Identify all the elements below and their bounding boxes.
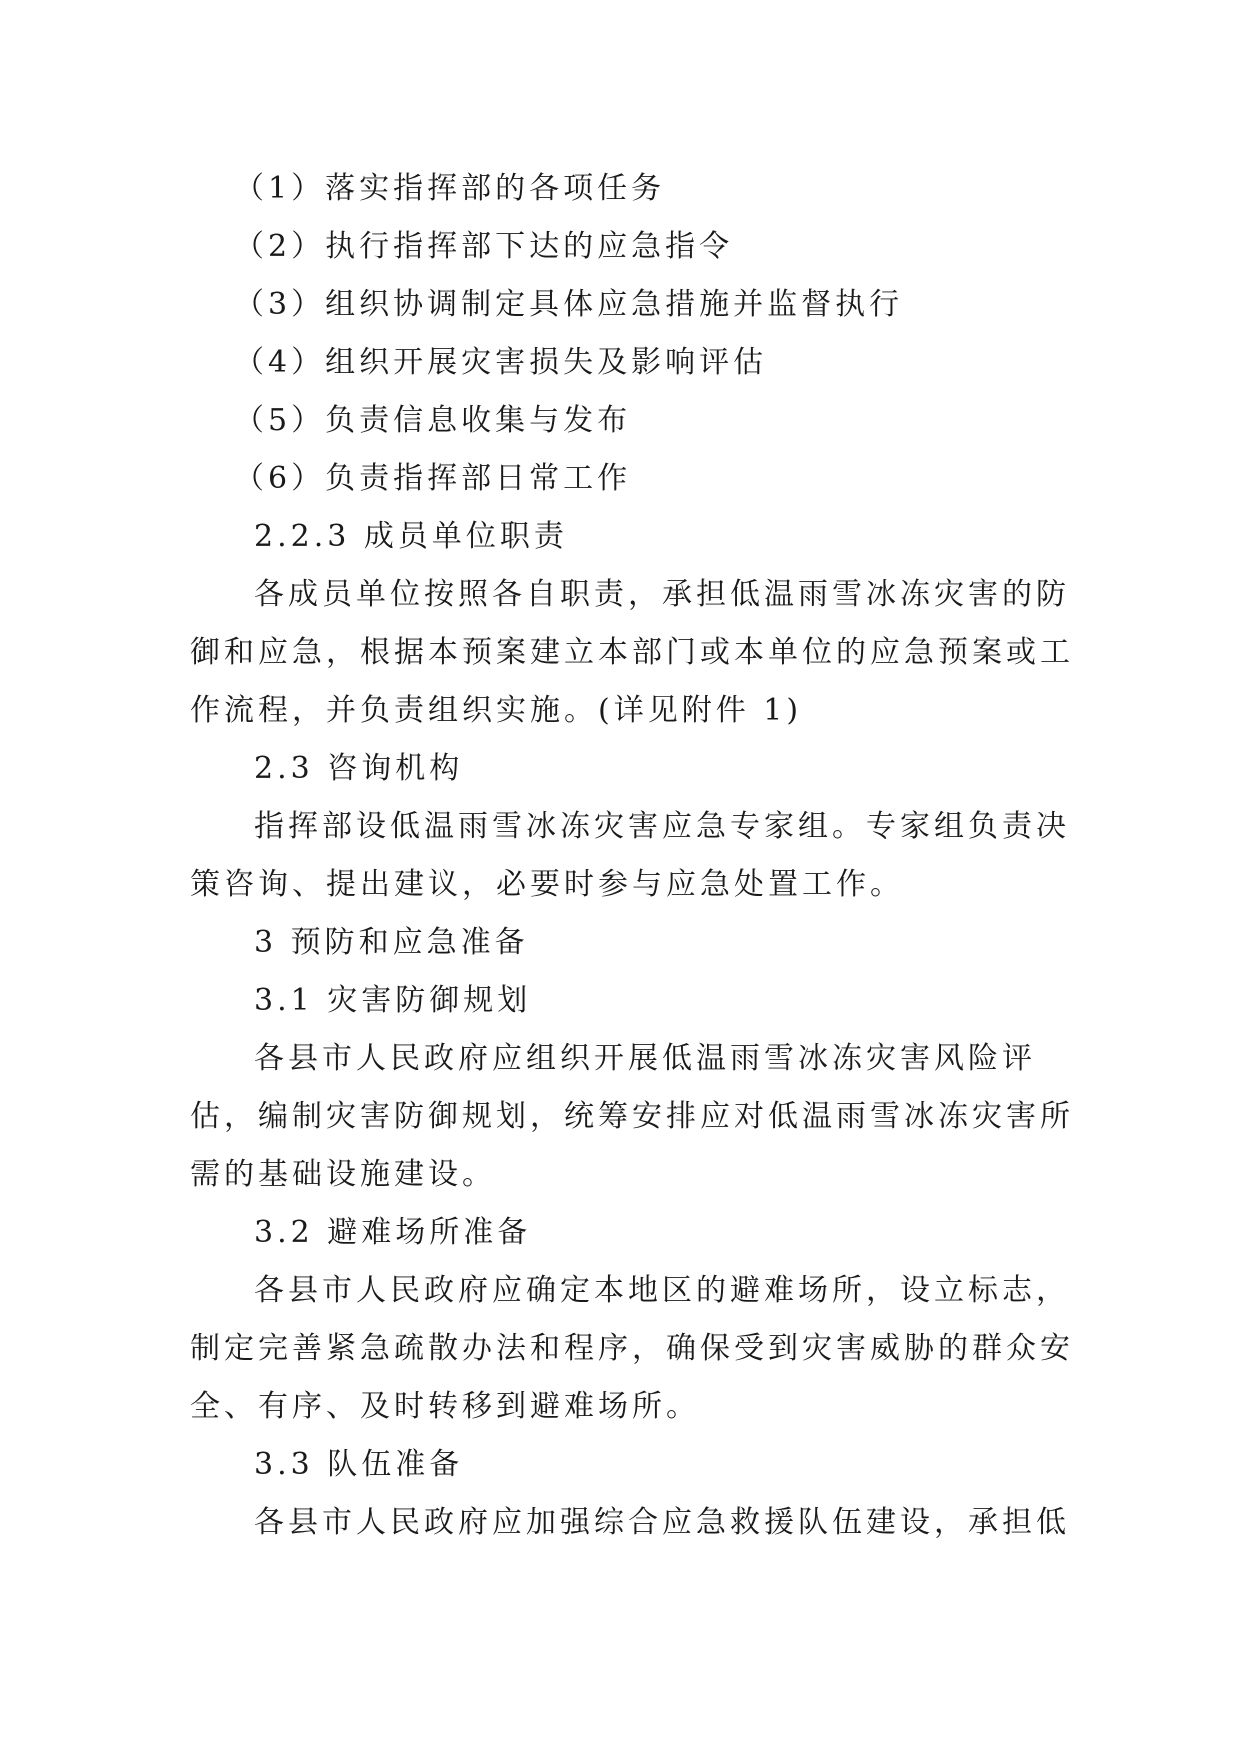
section-heading-3-1: 3.1 灾害防御规划 — [254, 983, 532, 1018]
section-heading-2-2-3: 2.2.3 成员单位职责 — [254, 519, 568, 554]
paragraph-defense-planning — [190, 1030, 1074, 1204]
list-item-1: （1）落实指挥部的各项任务 — [234, 171, 666, 206]
paragraph-consulting — [190, 798, 1070, 914]
paragraph-line: 各县市人民政府应加强综合应急救援队伍建设，承担低 — [254, 1505, 1070, 1540]
section-heading-3-2: 3.2 避难场所准备 — [254, 1215, 532, 1250]
paragraph-line: 作流程，并负责组织实施。(详见附件 1) — [190, 693, 803, 728]
paragraph-line: 御和应急，根据本预案建立本部门或本单位的应急预案或工 — [190, 635, 1074, 670]
paragraph-line: 各县市人民政府应确定本地区的避难场所，设立标志， — [254, 1273, 1070, 1308]
paragraph-shelter — [190, 1262, 1074, 1436]
list-item-2: （2）执行指挥部下达的应急指令 — [234, 229, 734, 264]
paragraph-line: 指挥部设低温雨雪冰冻灾害应急专家组。专家组负责决 — [254, 809, 1070, 844]
section-heading-2-3: 2.3 咨询机构 — [254, 751, 464, 786]
paragraph-line: 全、有序、及时转移到避难场所。 — [190, 1389, 700, 1424]
section-heading-3: 3 预防和应急准备 — [254, 925, 529, 960]
section-heading-3-3: 3.3 队伍准备 — [254, 1447, 464, 1482]
list-item-3: （3）组织协调制定具体应急措施并监督执行 — [234, 287, 904, 322]
paragraph-line: 各成员单位按照各自职责，承担低温雨雪冰冻灾害的防 — [254, 577, 1070, 612]
list-item-4: （4）组织开展灾害损失及影响评估 — [234, 345, 768, 380]
paragraph-line: 估，编制灾害防御规划，统筹安排应对低温雨雪冰冻灾害所 — [190, 1099, 1074, 1134]
paragraph-member-duties — [190, 566, 1074, 740]
list-item-6: （6）负责指挥部日常工作 — [234, 461, 632, 496]
paragraph-line: 需的基础设施建设。 — [190, 1157, 496, 1192]
paragraph-line: 各县市人民政府应组织开展低温雨雪冰冻灾害风险评 — [254, 1041, 1036, 1076]
paragraph-team — [190, 1494, 1070, 1552]
paragraph-line: 制定完善紧急疏散办法和程序，确保受到灾害威胁的群众安 — [190, 1331, 1074, 1366]
document-body — [190, 160, 1074, 1552]
list-item-5: （5）负责信息收集与发布 — [234, 403, 632, 438]
paragraph-line: 策咨询、提出建议，必要时参与应急处置工作。 — [190, 867, 904, 902]
